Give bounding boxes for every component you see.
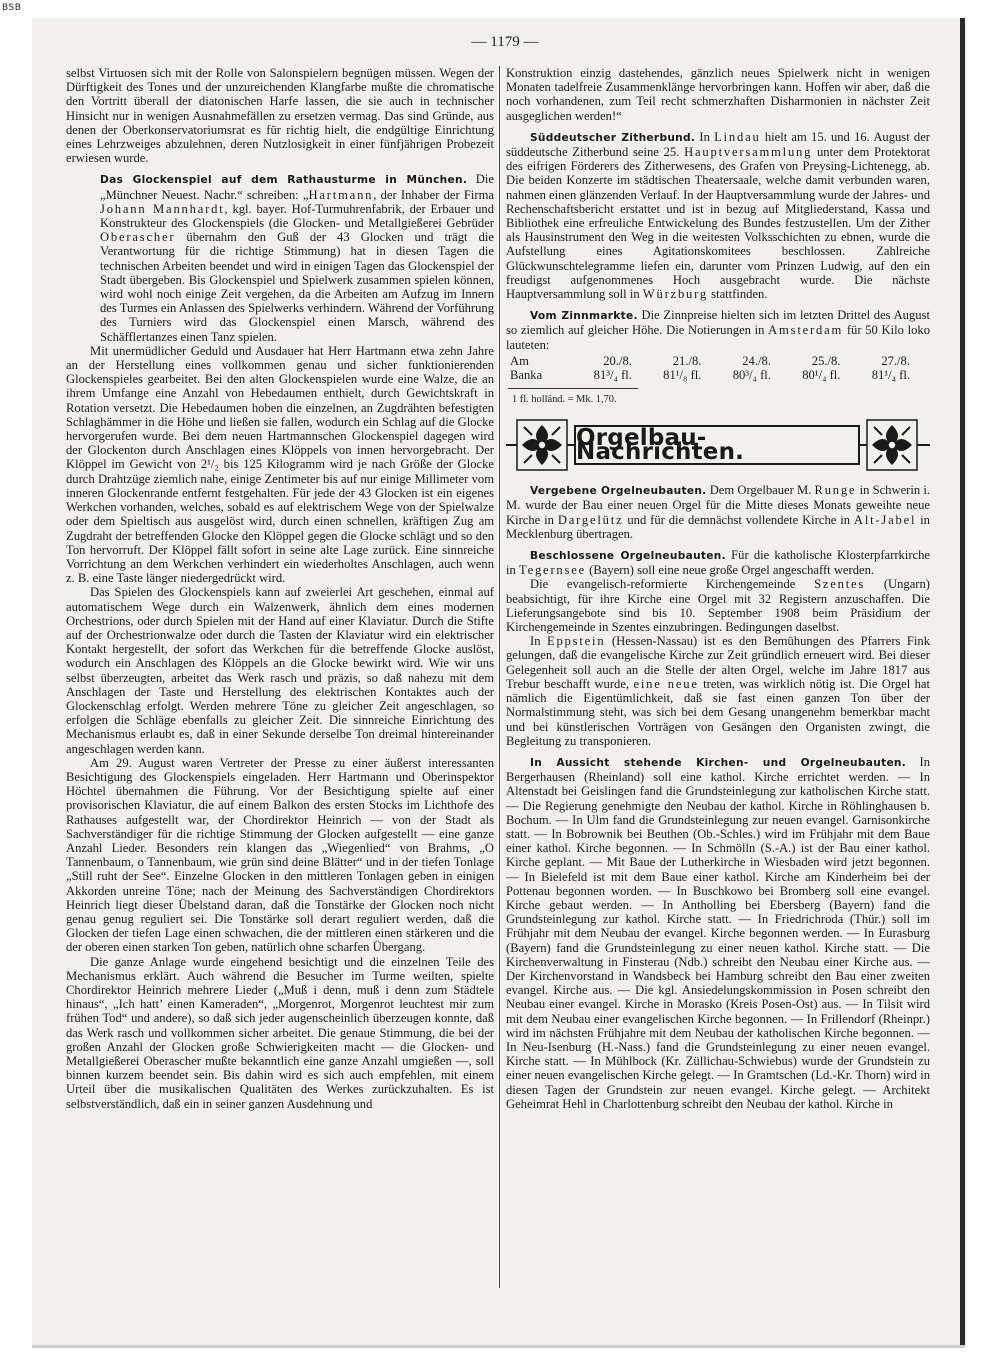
harp-article-end: selbst Virtuosen sich mit der Rolle von Salonspielern begnügen müssen. Wegen der Dürftigkeit des Tones und der unzureichenden Klangfarbe mußte die chromatische den Vortritt überall der diatonischen Harfe lassen, die sie auch in technischer Hinsicht nur in wenigen Ausnahmefällen zu ersetzen vermag. Das sind Gründe, aus denen der Oberkonservatoriumsrat es für richtig hielt, die endgültige Einrichtung eines Lehrzweiges abzulehnen, deren Nutzlosigkeit in einer fünfjährigen Probezeit erwiesen wurde. [66, 66, 494, 166]
paragraph: Am 29. August waren Vertreter der Presse zu einer äußerst interessanten Besichtigung des Glockenspiels eingeladen. Herr Hartmann und Oberinspektor Höchtel übernahmen die Führung. Vor der Besichtigung spielte auf einer provisorischen Klaviatur, die auf einem Balkon des ersten Stocks im Lichthofe des Rathauses aufgestellt war, der Chordirektor Heinrich — von der Stadt als Sachverständiger für die richtige Stimmung der Glocken aufgestellt — eine ganze Anzahl Lieder. Besonders rein klangen das „Wiegenlied“ von Brahms, „O Tannenbaum, o Tannenbaum, wie grün sind deine Blätter“ und in der tiefen Tonlage „Still ruht der See“. Einzelne Glocken in den mittleren Tonlagen geben in einigen Akkorden unreine Töne; nach der Meinung des Sachverständigen Chordirektors Heinrich liegt dieser Übelstand daran, daß die Tonstärke der Glocken noch nicht genau genug reguliert sei. Die Tonstärke soll derart reguliert werden, daß die Glocken der tiefen Lage einen schwachen, die der mittleren einen stärkeren und die der oberen einen starken Ton geben, natürlich ohne scharfen Übergang. [66, 755, 494, 955]
column-divider [499, 66, 500, 1288]
ornament-icon [866, 419, 918, 471]
table-cell: 27./8. [881, 353, 910, 368]
article-heading: Beschlossene Orgelneubauten. [530, 550, 726, 563]
table-row [506, 354, 914, 369]
table-cell: 20./8. [603, 353, 632, 368]
table-cell: 81¹/₈ fl. [663, 368, 702, 383]
paragraph: Das Spielen des Glockenspiels kann auf zweierlei Art geschehen, einmal auf automatischem Wege durch ein Walzenwerk, ähnlich dem eines modernen Orchestrions, oder durch Spielen mit der Hand auf einer Klaviatur. Durch die Stifte auf der Orchestrionwalze oder durch die Tasten der Klaviatur wird ein elektrischer Kontakt hergestellt, der sofort das Werkchen für die betreffende Glocke auslöst, wodurch ein Anschlagen des Klöppels an die Glocke bewirkt wird. Wie wir uns selbst überzeugten, arbeitet das Werk rasch und präzis, so daß nahezu mit dem Anschlagen der Taste und Herstellung des elektrischen Kontaktes auch der Glockenschlag erfolgt. Werden mehrere Töne zu gleicher Zeit angeschlagen, so erfolgen die Schläge ebenfalls zu gleicher Zeit. Die sinnreiche Einrichtung des Mechanismus erlaubt es, daß in einer Sekunde derselbe Ton dreimal hintereinander angeschlagen werden kann. [66, 585, 494, 756]
paragraph: Mit unermüdlicher Geduld und Ausdauer hat Herr Hartmann etwa zehn Jahre an der Herstellung eines vollkommen genau und sicher funktionierenden Glockenspieles gearbeitet. Bei den alten Glockenspielen wurde eine Walze, die an ihrem Umfange eine Anzahl von Hebedaumen enthielt, durch Gewichtskraft in Rotation versetzt. Die Hebedaumen hoben die einzelnen, an Zugdrähten befestigten Schlaghämmer in die Höhe und ließen sie fallen, wodurch ein Schlag auf die Glocke hervorgerufen wurde. Bei dem neuen Hartmannschen Glockenspiel dagegen wird der Glockenton durch Anschlagen eines Klöppels von innen hervorgebracht. Der Klöppel im Gewicht von 2¹/₂ bis 125 Kilogramm wird je nach Größe der Glocke durch Drahtzüge ziemlich nahe, einige Zentimeter bis auf nur einige Millimeter vom inneren Glockenrande entfernt festgehalten. Für jede der 43 Glocken ist ein eigenes Werkchen vorhanden, welches, sobald es auf elektrischem Wege von der Spielwalze oder dem Spieltisch aus ausgelöst wird, durch einen schnellen, kräftigen Zug am Zugdraht der betreffenden Glocke den Klöppel gegen die Glocke schlägt und so den Ton hervorruft. Der Klöppel fällt sofort in seine alte Lage zurück. Eine sinnreiche Vorrichtung an dem Werkchen verhindert ein wiederholtes Anschlagen, auch wenn z. B. eine Taste länger niedergedrückt wird. [66, 343, 494, 586]
ornament-icon [516, 419, 568, 471]
section-title: Orgelbau-Nachrichten. [574, 425, 860, 465]
aussicht-article: In Aussicht stehende Kirchen- und Orgelneubauten. In Bergerhausen (Rheinland) soll eine kathol. Kirche errichtet werden. — In Altenstadt bei Geislingen fand die Grundsteinlegung zur katholischen Kirche statt. — Die Regierung genehmigte den Neubau der kathol. Kirche in Röhlinghausen b. Bochum. — In Ulm fand die Grundsteinlegung zur neuen evangel. Garnisonkirche statt. — In Bobrownik bei Beuthen (Ob.-Schles.) wird im Frühjahr mit dem Baue einer kathol. Kirche begonnen. — In Schmölln (S.-A.) ist der Bau einer kathol. Kirche geplant. — Mit Baue der Lutherkirche in Wiesbaden wird jetzt begonnen. — In Bielefeld ist mit dem Baue einer kathol. Kirche am Kinderheim bei der Pottenau begonnen worden. — In Buschkowo bei Bromberg soll eine evangel. Kirche gebaut werden. — In Antholling bei Ebersberg (Bayern) fand die Grundsteinlegung zur kathol. Kirche statt. — In Friedrichroda (Thür.) soll im Frühjahr mit dem Neubau der evangel. Kirche begonnen werden. — In Eurasburg (Bayern) fand die Grundsteinlegung zu einer neuen kathol. Kirche statt. — Die Kirchenverwaltung in Finsterau (Ndb.) schreibt den Neubau einer Kirche aus. — Der Kirchenvorstand in Wandsbeck bei Hamburg schreibt den Bau einer zweiten evangel. Kirche aus. — Die kgl. Ansiedelungskommission in Posen schreibt den Neubau einer evangel. Kirche in Morasko (Kreis Posen-Ost) aus. — In Tilsit wird mit dem Neubau einer evangelischen Kirche begonnen. — In Frillendorf (Rheinpr.) wird im nächsten Frühjahre mit dem Neubau der katholischen Kirche begonnen. — In Neu-Isenburg (H.-Nass.) fand die Grundsteinlegung zu einer neuen evangel. Kirche statt. — In Mühlbock (Kr. Züllichau-Schwiebus) wurde der Grundstein zu einer neuen evangelischen Kirche gelegt. — In Gramtschen (Ld.-Kr. Thorn) wird in diesen Tagen der Grundstein zur neuen evangel. Kirche gelegt. — Architekt Geheimrat Hehl in Charlottenburg schreibt den Neubau der kathol. Kirche in [506, 754, 930, 1111]
zitherbund-article: Süddeutscher Zitherbund. In Lindau hielt am 15. und 16. August der süddeutsche Zitherbund seine 25. Hauptversammlung unter dem Protektorat des eifrigen Förderers des Zitherwesens, des Grafen von Preysing-Lichtenegg, ab. Die beiden Konzerte im städtischen Theatersaale, welche damit verbunden waren, nahmen einen glänzenden Verlauf. In der Hauptversammlung wurde der Jahres- und Rechenschaftsbericht erstattet und ist in bezug auf Mitgliederstand, Kassa und Bibliothek eine erfreuliche Entwickelung des Bundes festzustellen. Um der Zither als Hausinstrument den Weg in die weitesten Volksschichten zu ebnen, wurde die Aufstellung eines Agitationskomitees beschlossen. Zahlreiche Glückwunschtelegramme liefen ein, darunter vom Prinzen Ludwig, auf den ein freudigst aufgenommenes Hoch ausgebracht wurde. Die nächste Hauptversammlung soll in Würzburg stattfinden. [506, 129, 930, 302]
left-column [66, 66, 494, 1294]
table-cell: 80³/₄ fl. [732, 368, 771, 383]
page-bottom-edge [32, 1345, 965, 1348]
glockenspiel-article-end: Konstruktion einzig dastehendes, gänzlich neues Spielwerk nicht in wenigen Monaten tadelfreie Zusammenklänge hervorbringen kann. Hoffen wir aber, daß die noch vorhandenen, zum Teil recht schmerzhaften Disharmonien in nächster Zeit ausgeglichen werden!“ [506, 66, 930, 123]
footnote-rule [508, 388, 638, 389]
paragraph: Die evangelisch-reformierte Kirchengemeinde Szentes (Ungarn) beabsichtigt, für ihre Kirche eine Orgel mit 32 Registern anzuschaffen. Die Lieferungsangebote sind bis 10. September 1908 beim Präsidium der Kirchengemeinde in Szentes einzubringen. Bedingungen daselbst. [506, 577, 930, 635]
paragraph: In Eppstein (Hessen-Nassau) ist es den Bemühungen des Pfarrers Fink gelungen, daß die evangelische Kirche zur Zeit gründlich erneuert wird. Bei dieser Gelegenheit soll auch an die Stelle der alten Orgel, welche im Jahre 1817 aus Trebur beschafft wurde, eine neue treten, was wirklich nötig ist. Die Orgel hat nämlich die Eigentümlichkeit, daß sie fast einen ganzen Ton über der Normalstimmung steht, was sich bei dem Gesang unangenehm bemerkbar macht und bei künstlerischen Vorträgen von Gesängen den Organisten zwingt, die Begleitung zu transponieren. [506, 634, 930, 748]
glockenspiel-article: Das Glockenspiel auf dem Rathausturme in München. Die „Münchner Neuest. Nachr.“ schreiben: „Hartmann, der Inhaber der Firma Johann Mannhardt, kgl. bayer. Hof-Turmuhrenfabrik, der Erbauer und Konstrukteur des Glockenspiels (die Glocken- und Metallgießerei Gebrüder Oberascher übernahm den Guß der 43 Glocken und trägt die Verantwortung für die richtige Stimmung) hat in diesen Tagen die technischen Arbeiten beendet und wird in einigen Tagen das Glockenspiel der Stadt übergeben. Bis Glockenspiel und Spielwerk zusammen spielen können, wird wohl noch einige Zeit vergehen, da die Arbeiten am Aufzug im Innern des Turmes ein Anlassen des Spielwerks verhindern. Während der Vorführung des Turniers wird das Glockenspiel einen Marsch, während des Schäfflertanzes einen Tanz spielen. [100, 172, 494, 344]
table-row [506, 368, 914, 383]
article-heading: Vergebene Orgelneubauten. [530, 485, 707, 498]
paragraph: Die ganze Anlage wurde eingehend besichtigt und die einzelnen Teile des Mechanismus erklärt. Auch während die Besucher im Turme weilten, spielte Chordirektor Heinrich mehrere Lieder („Muß i denn, muß i denn zum Städtele hinaus“, „Ich hatt’ einen Kameraden“, „Morgenrot, Morgenrot leuchtest mir zum frühen Tod“ und andere), so daß sich jeder augenscheinlich überzeugen konnte, daß das Werk rasch und vollkommen sicher arbeitet. Die genaue Stimmung, die bei der großen Anzahl der Glocken große Schwierigkeiten macht — die Glocken- und Metallgießerei Oberascher mußte bekanntlich eine ganze Anzahl umgießen —, soll binnen kurzem beendet sein. Bis dahin wird es sich auch empfehlen, mit einem Urteil über die musikalischen Qualitäten des Werkes zurückzuhalten. Es ist selbstverständlich, daß ein in seiner ganzen Ausdehnung und [66, 954, 494, 1111]
vergebene-article: Vergebene Orgelneubauten. Dem Orgelbauer M. Runge in Schwerin i. M. wurde der Bau einer neuen Orgel für die Mitte dieses Monats geweihte neue Kirche in Dargelütz und für die demnächst vollendete Kirche in Alt-Jabel in Mecklenburg übertragen. [506, 483, 930, 541]
table-cell: 24./8. [742, 353, 771, 368]
library-watermark: BSB [2, 3, 22, 13]
table-cell: 80¹/₄ fl. [802, 368, 841, 383]
page-number: — 1179 — [471, 34, 539, 50]
right-column [506, 66, 930, 1294]
table-label: Am [510, 353, 529, 368]
article-heading: Das Glockenspiel auf dem Rathausturme in München. [100, 174, 468, 187]
beschlossene-article: Beschlossene Orgelneubauten. Für die katholische Klosterpfarrkirche in Tegernsee (Bayern) soll eine neue große Orgel angeschafft werden. [506, 548, 930, 578]
table-cell: 81³/₄ fl. [593, 368, 632, 383]
section-banner [506, 419, 930, 473]
table-cell: 21./8. [672, 353, 702, 368]
article-heading: In Aussicht stehende Kirchen- und Orgelneubauten. [530, 756, 907, 769]
table-label: Banka [510, 368, 543, 383]
table-cell: 81¹/₄ fl. [871, 368, 910, 383]
page-edge-shadow [960, 18, 965, 1348]
article-heading: Vom Zinnmarkte. [530, 310, 638, 323]
table-cell: 25./8. [811, 353, 841, 368]
zinnmarkt-article: Vom Zinnmarkte. Die Zinnpreise hielten sich im letzten Drittel des August so ziemlich auf gleicher Höhe. Die Notierungen in Amsterdam für 50 Kilo loko lauteten: [506, 308, 930, 352]
article-heading: Süddeutscher Zitherbund. [530, 131, 696, 144]
footnote: 1 fl. holländ. = Mk. 1,70. [512, 394, 617, 406]
tin-price-table [506, 354, 914, 383]
